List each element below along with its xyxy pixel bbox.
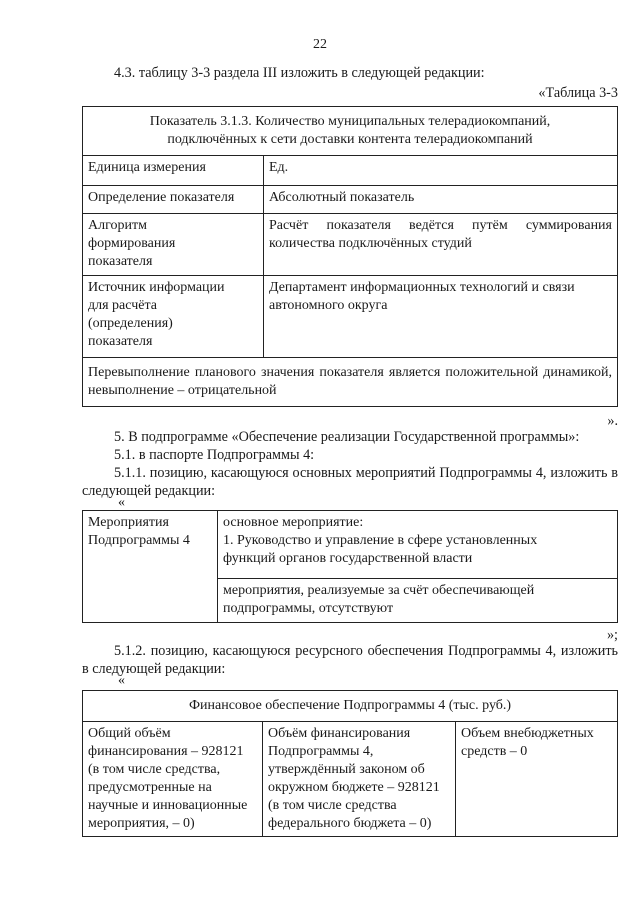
row-value: Департамент информационных технологий и связи автономного округа: [264, 276, 618, 358]
table-row: [83, 511, 618, 579]
paragraph-5-1-2: 5.1.2. позицию, касающуюся ресурсного обеспечения Подпрограммы 4, изложить в следующей редакции:: [82, 643, 618, 677]
table-3-3-caption-row: [83, 107, 618, 156]
row-label: Алгоритм формирования показателя: [83, 214, 264, 276]
table-row: [83, 722, 618, 837]
caption-line-2: подключённых к сети доставки контента телерадиокомпаний: [167, 132, 533, 147]
row-label: Источник информации для расчёта (определения) показателя: [83, 276, 264, 358]
closing-quote-2: »;: [606, 627, 618, 643]
events-label: Мероприятия Подпрограммы 4: [83, 511, 218, 623]
finance-district-budget: Объём финансирования Подпрограммы 4, утверждённый законом об окружном бюджете – 928121 (в том числе средства федерального бюджета – 0): [263, 722, 456, 837]
events-cell-line-1: основное мероприятие:: [223, 515, 364, 530]
row-label: Единица измерения: [83, 156, 264, 186]
paragraph-4-3: 4.3. таблицу 3-3 раздела III изложить в следующей редакции:: [114, 65, 485, 81]
table-3-3-footer: Перевыполнение планового значения показателя является положительной динамикой, невыполнение – отрицательной: [83, 358, 618, 407]
row-label: Определение показателя: [83, 186, 264, 214]
table-3-3: [82, 106, 618, 407]
table-3-3-label: «Таблица 3-3: [538, 85, 618, 101]
caption-line-1: Показатель 3.1.3. Количество муниципальных телерадиокомпаний,: [149, 114, 551, 129]
table-row: [83, 276, 618, 358]
events-cell-line-2: 1. Руководство и управление в сфере установленных функций органов государственной власти: [223, 533, 538, 566]
closing-quote-1: ».: [607, 413, 618, 429]
finance-caption: Финансовое обеспечение Подпрограммы 4 (тыс. руб.): [83, 691, 618, 722]
row-value: Абсолютный показатель: [264, 186, 618, 214]
opening-quote-1: «: [118, 495, 125, 510]
events-table: [82, 510, 618, 623]
paragraph-5: 5. В подпрограмме «Обеспечение реализации Государственной программы»:: [114, 429, 580, 445]
finance-total: Общий объём финансирования – 928121 (в том числе средства, предусмотренные на научные и инновационные мероприятия, – 0): [83, 722, 263, 837]
row-value: Ед.: [264, 156, 618, 186]
table-3-3-caption: [83, 107, 618, 156]
finance-caption-row: [83, 691, 618, 722]
table-row: [83, 186, 618, 214]
paragraph-5-1: 5.1. в паспорте Подпрограммы 4:: [114, 447, 315, 463]
events-cell-main: [218, 511, 618, 579]
finance-extrabudgetary: Объем внебюджетных средств – 0: [456, 722, 618, 837]
table-3-3-footer-row: [83, 358, 618, 407]
table-row: [83, 214, 618, 276]
events-cell-secondary: мероприятия, реализуемые за счёт обеспечивающей подпрограммы, отсутствуют: [218, 579, 618, 623]
opening-quote-2: «: [118, 673, 125, 688]
table-row: [83, 156, 618, 186]
row-value: Расчёт показателя ведётся путём суммирования количества подключённых студий: [264, 214, 618, 276]
paragraph-5-1-1: 5.1.1. позицию, касающуюся основных мероприятий Подпрограммы 4, изложить в следующей редакции:: [82, 465, 618, 499]
page-number: 22: [313, 37, 327, 52]
finance-table: [82, 690, 618, 837]
